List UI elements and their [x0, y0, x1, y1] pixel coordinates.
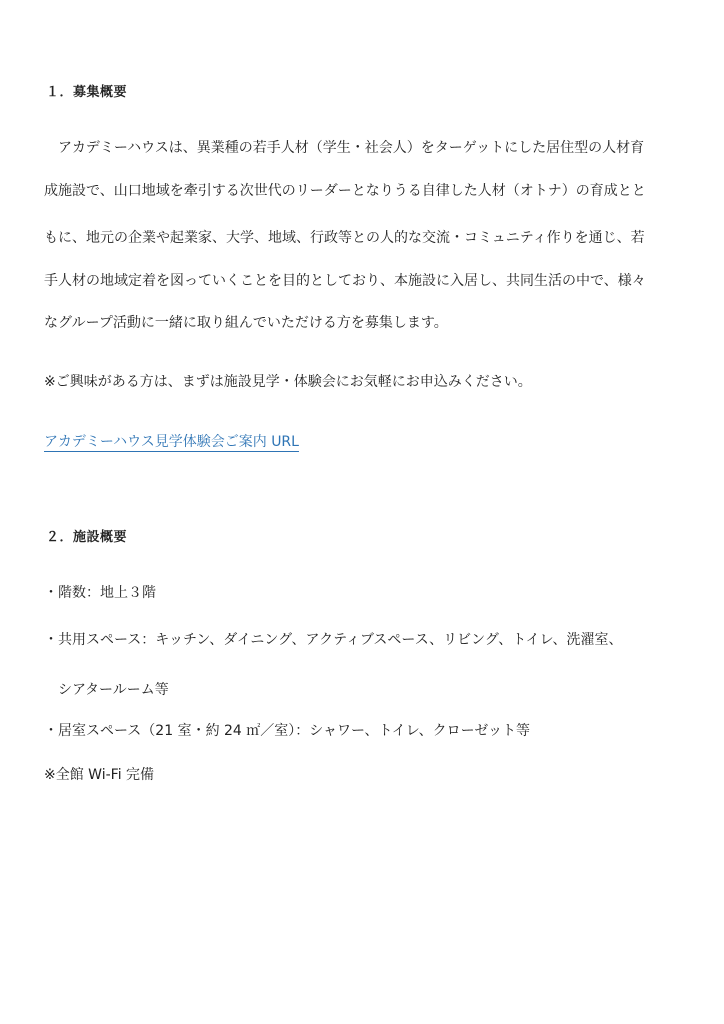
intro-paragraph-line: なグループ活動に一緒に取り組んでいただける方を募集します。 — [44, 315, 448, 331]
wifi-note: ※全館 Wi-Fi 完備 — [44, 767, 155, 783]
intro-paragraph-line: もに、地元の企業や起業家、大学、地域、行政等との人的な交流・コミュニティ作りを通じ、若 — [44, 230, 645, 246]
intro-paragraph-line: アカデミーハウスは、異業種の若手人材（学生・社会人）をターゲットにした居住型の人材育 — [58, 140, 645, 156]
facility-item-shared-space-continued: シアタールーム等 — [58, 682, 169, 698]
section-2-heading: ２．施設概要 — [46, 530, 128, 545]
tour-info-link[interactable]: アカデミーハウス見学体験会ご案内 URL — [44, 434, 299, 450]
facility-item-shared-space: ・共用スペース：キッチン、ダイニング、アクティブスペース、リビング、トイレ、洗濯室、 — [44, 632, 623, 648]
intro-paragraph-line: 成施設で、山口地域を牽引する次世代のリーダーとなりうる自律した人材（オトナ）の育成とと — [44, 183, 646, 199]
facility-item-rooms: ・居室スペース（21 室・約 24 ㎡／室）：シャワー、トイレ、クローゼット等 — [44, 723, 531, 739]
section-1-heading: １．募集概要 — [46, 85, 128, 100]
visit-note: ※ご興味がある方は、まずは施設見学・体験会にお気軽にお申込みください。 — [44, 374, 532, 390]
facility-item-floors: ・階数：地上３階 — [44, 585, 156, 601]
intro-paragraph-line: 手人材の地域定着を図っていくことを目的としており、本施設に入居し、共同生活の中で、様々 — [44, 273, 646, 289]
